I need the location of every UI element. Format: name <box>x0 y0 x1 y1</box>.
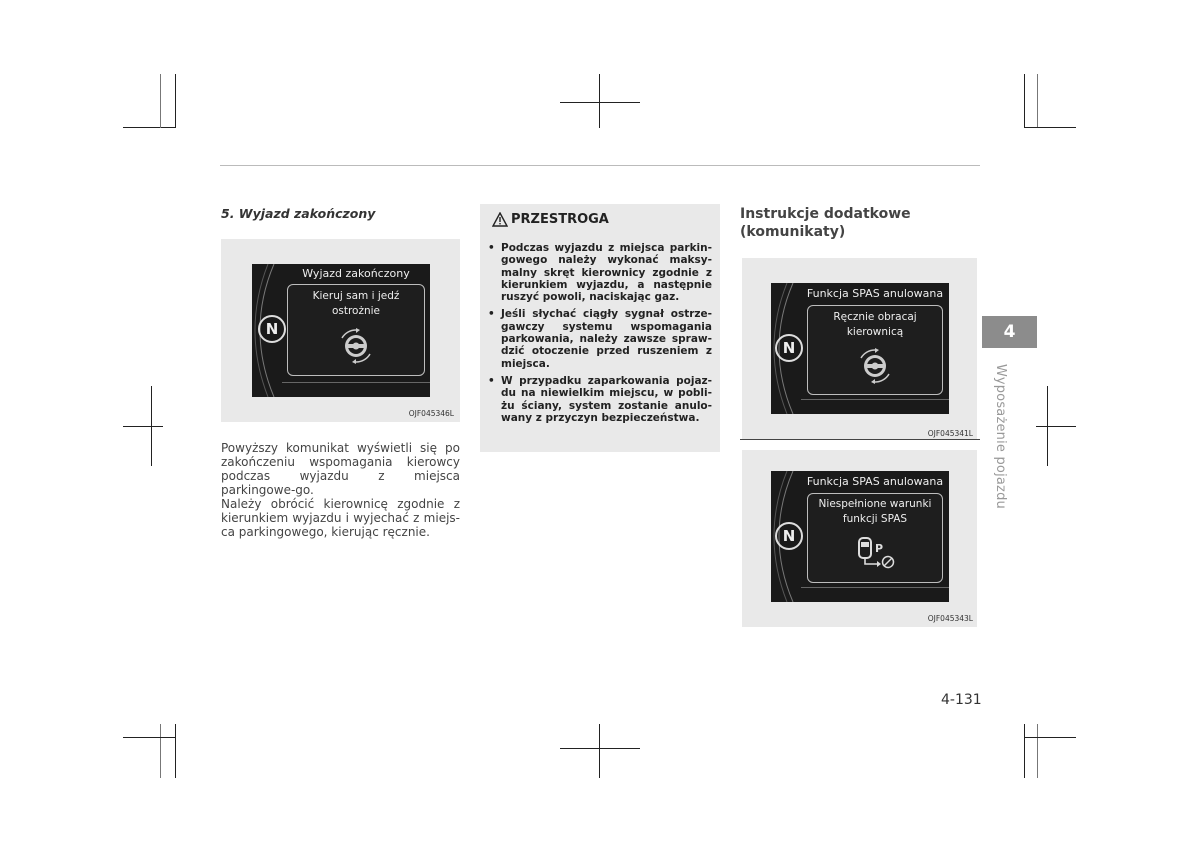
warning-item: • Podczas wyjazdu z miejsca parkin-gowego należy wykonać maksy-malny skręt kierownicy zgodnie z kierunkiem wyjazdu, a następnie ruszyć powoli, naciskając gaz. <box>488 242 712 304</box>
crop-mark <box>160 724 161 778</box>
warning-title: PRZESTROGA <box>511 212 609 227</box>
warning-box <box>480 204 720 452</box>
warning-item: • W przypadku zaparkowania pojaz-du na niewielkim miejscu, w pobli-żu ściany, system zostanie anulo-wany z przyczyn bezpieczeństwa. <box>488 374 712 424</box>
crop-mark <box>1037 724 1038 778</box>
crop-mark <box>160 74 161 128</box>
warning-header <box>492 212 609 227</box>
crop-mark <box>1036 426 1076 427</box>
figure-spas-cancelled-2 <box>742 450 977 627</box>
screen-title: Wyjazd zakończony <box>302 267 410 280</box>
steering-wheel-rotate-icon <box>334 328 378 364</box>
cluster-screen <box>771 471 949 602</box>
screen-bottom-bar <box>801 587 949 588</box>
header-rule <box>220 165 980 166</box>
crop-mark <box>599 724 600 778</box>
screen-message: Niespełnione warunki funkcji SPAS <box>818 498 932 525</box>
cluster-screen <box>771 283 949 414</box>
gear-indicator: N <box>775 334 803 362</box>
crop-mark <box>123 426 163 427</box>
crop-mark <box>1024 737 1076 738</box>
screen-bottom-bar <box>801 399 949 400</box>
crop-mark <box>123 127 175 128</box>
message-panel <box>807 305 943 395</box>
message-panel <box>287 284 425 376</box>
chapter-label: Wyposażenie pojazdu <box>993 364 1008 509</box>
crop-mark <box>1024 74 1025 128</box>
figure-code: OJF045343L <box>927 614 973 623</box>
crop-mark <box>123 737 175 738</box>
paragraph: Należy obrócić kierownicę zgodnie z kierunkiem wyjazdu i wyjechać z miejs-ca parkingowego, kierując ręcznie. <box>221 497 460 539</box>
crop-mark <box>175 74 176 128</box>
warning-triangle-icon <box>492 212 508 227</box>
crop-mark <box>1024 724 1025 778</box>
figure-spas-cancelled-1 <box>742 258 977 440</box>
screen-message: Kieruj sam i jedź ostrożnie <box>312 290 400 317</box>
chapter-tab: 4 <box>982 316 1037 348</box>
steering-wheel-rotate-icon <box>853 348 897 384</box>
warning-item: • Jeśli słychać ciągły sygnał ostrze-gawczy systemu wspomagania parkowania, należy zawsze spraw-dzić otoczenie przed ruszeniem z miejsca. <box>488 308 712 370</box>
figure-code: OJF045346L <box>408 409 454 418</box>
figure-exit-complete <box>221 239 460 422</box>
cluster-screen <box>252 264 430 397</box>
figure-divider <box>740 439 980 440</box>
section-heading: Instrukcje dodatkowe (komunikaty) <box>740 206 911 240</box>
screen-message: Ręcznie obracaj kierownicą <box>833 311 917 338</box>
crop-mark <box>599 74 600 128</box>
paragraph: Powyższy komunikat wyświetli się po zakończeniu wspomagania kierowcy podczas wyjazdu z miejsca parkingowe-go. <box>221 441 460 497</box>
gear-indicator: N <box>258 315 286 343</box>
screen-title: Funkcja SPAS anulowana <box>806 287 944 300</box>
message-panel <box>807 493 943 583</box>
svg-text:P: P <box>875 542 884 555</box>
crop-mark <box>560 748 640 749</box>
section-title: 5. Wyjazd zakończony <box>221 206 376 221</box>
page-number: 4-131 <box>941 692 982 708</box>
figure-code: OJF045341L <box>927 429 973 438</box>
crop-mark <box>560 102 640 103</box>
car-parking-prohibited-icon <box>855 536 899 570</box>
screen-bottom-bar <box>282 382 430 383</box>
crop-mark <box>1037 74 1038 128</box>
crop-mark <box>1024 127 1076 128</box>
warning-list <box>488 242 712 429</box>
crop-mark <box>175 724 176 778</box>
gear-indicator: N <box>775 522 803 550</box>
screen-title: Funkcja SPAS anulowana <box>806 475 944 488</box>
